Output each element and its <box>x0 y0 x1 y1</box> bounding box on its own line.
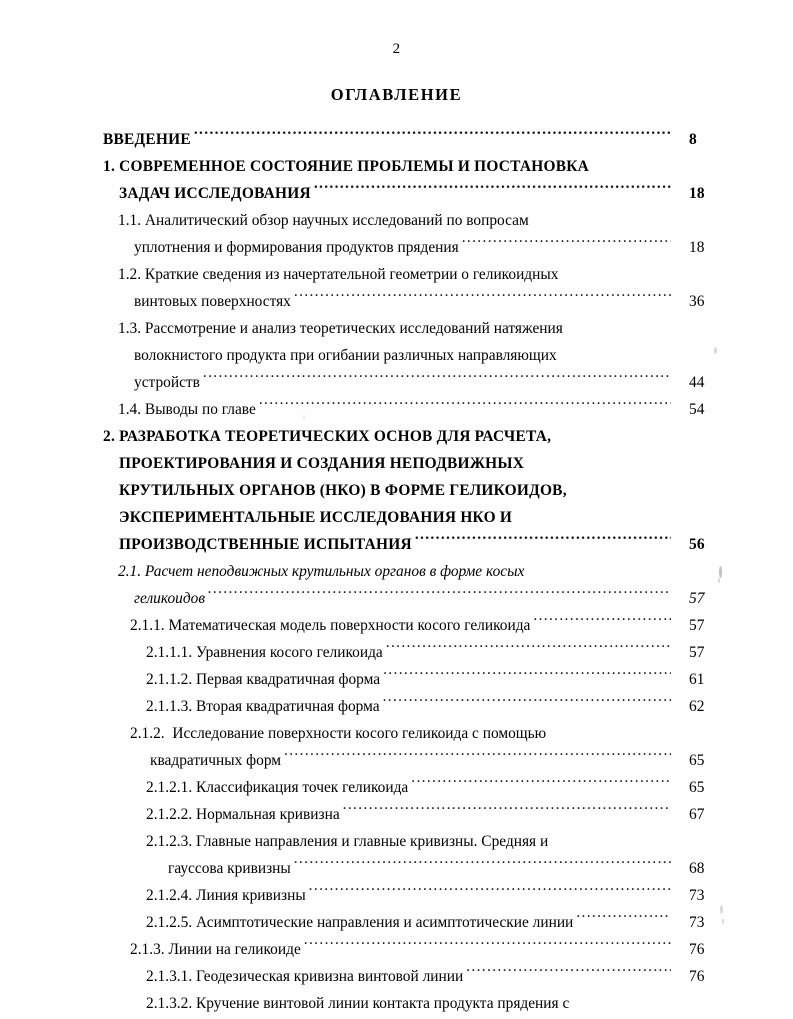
toc-entry-label: 2.1.1. Математическая модель поверхности косого геликоида <box>130 617 531 634</box>
toc-entry[interactable] <box>0 207 793 234</box>
toc-entry[interactable] <box>0 747 793 774</box>
toc-dot-leader <box>466 966 671 981</box>
table-of-contents <box>0 126 793 1017</box>
toc-entry-label: 2.1.3. Линии на геликоиде <box>130 941 301 958</box>
toc-entry[interactable] <box>0 639 793 666</box>
toc-dot-leader <box>462 237 671 252</box>
toc-entry[interactable] <box>0 585 793 612</box>
toc-entry-label: ЭКСПЕРИМЕНТАЛЬНЫЕ ИССЛЕДОВАНИЯ НКО И <box>119 509 513 526</box>
toc-entry-label: 2.1.3.2. Кручение винтовой линии контакта продукта прядения с <box>146 995 570 1012</box>
toc-entry-label: 2.1.3.1. Геодезическая кривизна винтовой линии <box>146 968 464 985</box>
toc-entry[interactable] <box>0 234 793 261</box>
toc-dot-leader <box>304 939 671 954</box>
toc-page-number: 67 <box>689 806 705 823</box>
toc-dot-leader <box>294 858 671 873</box>
toc-page-number: 18 <box>689 239 705 256</box>
page-title: ОГЛАВЛЕНИЕ <box>330 85 463 104</box>
toc-entry[interactable] <box>0 882 793 909</box>
toc-page-number: 54 <box>689 401 705 418</box>
toc-page-number: 73 <box>689 914 705 931</box>
toc-entry-label: КРУТИЛЬНЫХ ОРГАНОВ (НКО) В ФОРМЕ ГЕЛИКОИДОВ, <box>119 482 567 499</box>
toc-entry[interactable] <box>0 288 793 315</box>
toc-page-number: 62 <box>689 698 705 715</box>
toc-dot-leader <box>284 750 671 765</box>
toc-entry[interactable] <box>0 612 793 639</box>
toc-page-number: 65 <box>689 779 705 796</box>
toc-entry-label: ВВЕДЕНИЕ <box>103 131 191 148</box>
toc-entry[interactable] <box>0 477 793 504</box>
toc-entry-label: 2.1.2.2. Нормальная кривизна <box>146 806 340 823</box>
toc-page-number: 44 <box>689 374 705 391</box>
toc-page-number: 61 <box>689 671 705 688</box>
toc-entry[interactable] <box>0 450 793 477</box>
toc-entry[interactable] <box>0 936 793 963</box>
scan-artifact <box>432 973 435 976</box>
toc-dot-leader <box>411 777 671 792</box>
toc-page-number: 65 <box>689 752 705 769</box>
toc-entry-label: 2.1.1.3. Вторая квадратичная форма <box>146 698 380 715</box>
toc-entry-label: устройств <box>134 374 200 391</box>
toc-page-number: 56 <box>689 536 705 553</box>
toc-entry[interactable] <box>0 504 793 531</box>
toc-entry-label: 2.1. Расчет неподвижных крутильных органов в форме косых <box>118 563 525 580</box>
toc-entry-label: винтовых поверхностях <box>134 293 291 310</box>
toc-page-number: 57 <box>689 590 705 607</box>
toc-entry-label: 2.1.1.2. Первая квадратичная форма <box>146 671 381 688</box>
toc-entry-label: волокнистого продукта при огибании различных направляющих <box>134 347 557 364</box>
toc-entry-label: 2.1.2.5. Асимптотические направления и асимптотические линии <box>146 914 574 931</box>
toc-page-number: 36 <box>689 293 705 310</box>
scan-artifact <box>722 919 724 924</box>
toc-dot-leader <box>533 615 671 630</box>
toc-page-number: 8 <box>689 131 697 148</box>
toc-entry[interactable] <box>0 666 793 693</box>
toc-entry[interactable] <box>0 369 793 396</box>
toc-dot-leader <box>415 534 671 549</box>
toc-entry-label: 2.1.2.3. Главные направления и главные кривизны. Средняя и <box>146 833 549 850</box>
toc-dot-leader <box>194 129 671 144</box>
toc-entry[interactable] <box>0 909 793 936</box>
toc-entry[interactable] <box>0 720 793 747</box>
scan-artifact <box>303 415 305 419</box>
toc-entry[interactable] <box>0 774 793 801</box>
toc-entry-label: ЗАДАЧ ИССЛЕДОВАНИЯ <box>119 185 311 202</box>
toc-entry-label: 1.4. Выводы по главе <box>118 401 256 418</box>
toc-dot-leader <box>314 183 671 198</box>
toc-entry-label: 2.1.2.4. Линия кривизны <box>146 887 306 904</box>
toc-dot-leader <box>309 885 671 900</box>
toc-entry[interactable] <box>0 153 793 180</box>
toc-dot-leader <box>576 912 671 927</box>
toc-entry[interactable] <box>0 342 793 369</box>
toc-entry-label: 1.1. Аналитический обзор научных исследований по вопросам <box>118 212 529 229</box>
toc-dot-leader <box>208 588 671 603</box>
toc-entry[interactable] <box>0 531 793 558</box>
toc-entry[interactable] <box>0 801 793 828</box>
toc-entry[interactable] <box>0 423 793 450</box>
scan-artifact <box>719 566 722 578</box>
toc-entry[interactable] <box>0 828 793 855</box>
toc-page-number: 18 <box>689 185 705 202</box>
scan-artifact <box>714 347 717 354</box>
toc-dot-leader <box>383 669 671 684</box>
toc-entry[interactable] <box>0 855 793 882</box>
toc-entry[interactable] <box>0 180 793 207</box>
toc-entry[interactable] <box>0 396 793 423</box>
toc-entry-label: 1.3. Рассмотрение и анализ теоретических исследований натяжения <box>118 320 563 337</box>
toc-entry-label: квадратичных форм <box>150 752 282 769</box>
page-folio-number: 2 <box>392 41 401 57</box>
toc-page-number: 73 <box>689 887 705 904</box>
toc-page-number: 57 <box>689 644 705 661</box>
toc-dot-leader <box>343 804 671 819</box>
toc-entry[interactable] <box>0 963 793 990</box>
toc-page-number: 68 <box>689 860 705 877</box>
toc-dot-leader <box>203 372 671 387</box>
toc-dot-leader <box>259 399 671 414</box>
toc-entry-label: уплотнения и формирования продуктов прядения <box>134 239 459 256</box>
toc-entry-label: ПРОЕКТИРОВАНИЯ И СОЗДАНИЯ НЕПОДВИЖНЫХ <box>119 455 525 472</box>
toc-dot-leader <box>386 642 671 657</box>
toc-entry-label: 2. РАЗРАБОТКА ТЕОРЕТИЧЕСКИХ ОСНОВ ДЛЯ РАСЧЕТА, <box>103 428 552 445</box>
toc-entry-label: геликоидов <box>134 590 206 607</box>
toc-entry-label: 2.1.1.1. Уравнения косого геликоида <box>146 644 383 661</box>
toc-entry[interactable] <box>0 990 793 1017</box>
toc-entry[interactable] <box>0 261 793 288</box>
toc-entry-label: ПРОИЗВОДСТВЕННЫЕ ИСПЫТАНИЯ <box>119 536 412 553</box>
toc-entry[interactable] <box>0 126 793 153</box>
toc-page-number: 76 <box>689 968 705 985</box>
toc-entry-label: 1.2. Краткие сведения из начертательной геометрии о геликоидных <box>118 266 559 283</box>
scan-artifact <box>718 578 720 583</box>
toc-dot-leader <box>294 291 671 306</box>
toc-page-number: 76 <box>689 941 705 958</box>
scan-artifact <box>720 905 723 914</box>
toc-entry[interactable] <box>0 693 793 720</box>
toc-entry[interactable] <box>0 315 793 342</box>
toc-dot-leader <box>383 696 671 711</box>
toc-page-number: 57 <box>689 617 705 634</box>
toc-entry-label: гауссова кривизны <box>168 860 291 877</box>
toc-entry-label: 2.1.2. Исследование поверхности косого геликоида с помощью <box>130 725 547 742</box>
toc-entry[interactable] <box>0 558 793 585</box>
toc-entry-label: 2.1.2.1. Классификация точек геликоида <box>146 779 409 796</box>
toc-entry-label: 1. СОВРЕМЕННОЕ СОСТОЯНИЕ ПРОБЛЕМЫ И ПОСТАНОВКА <box>103 158 589 175</box>
